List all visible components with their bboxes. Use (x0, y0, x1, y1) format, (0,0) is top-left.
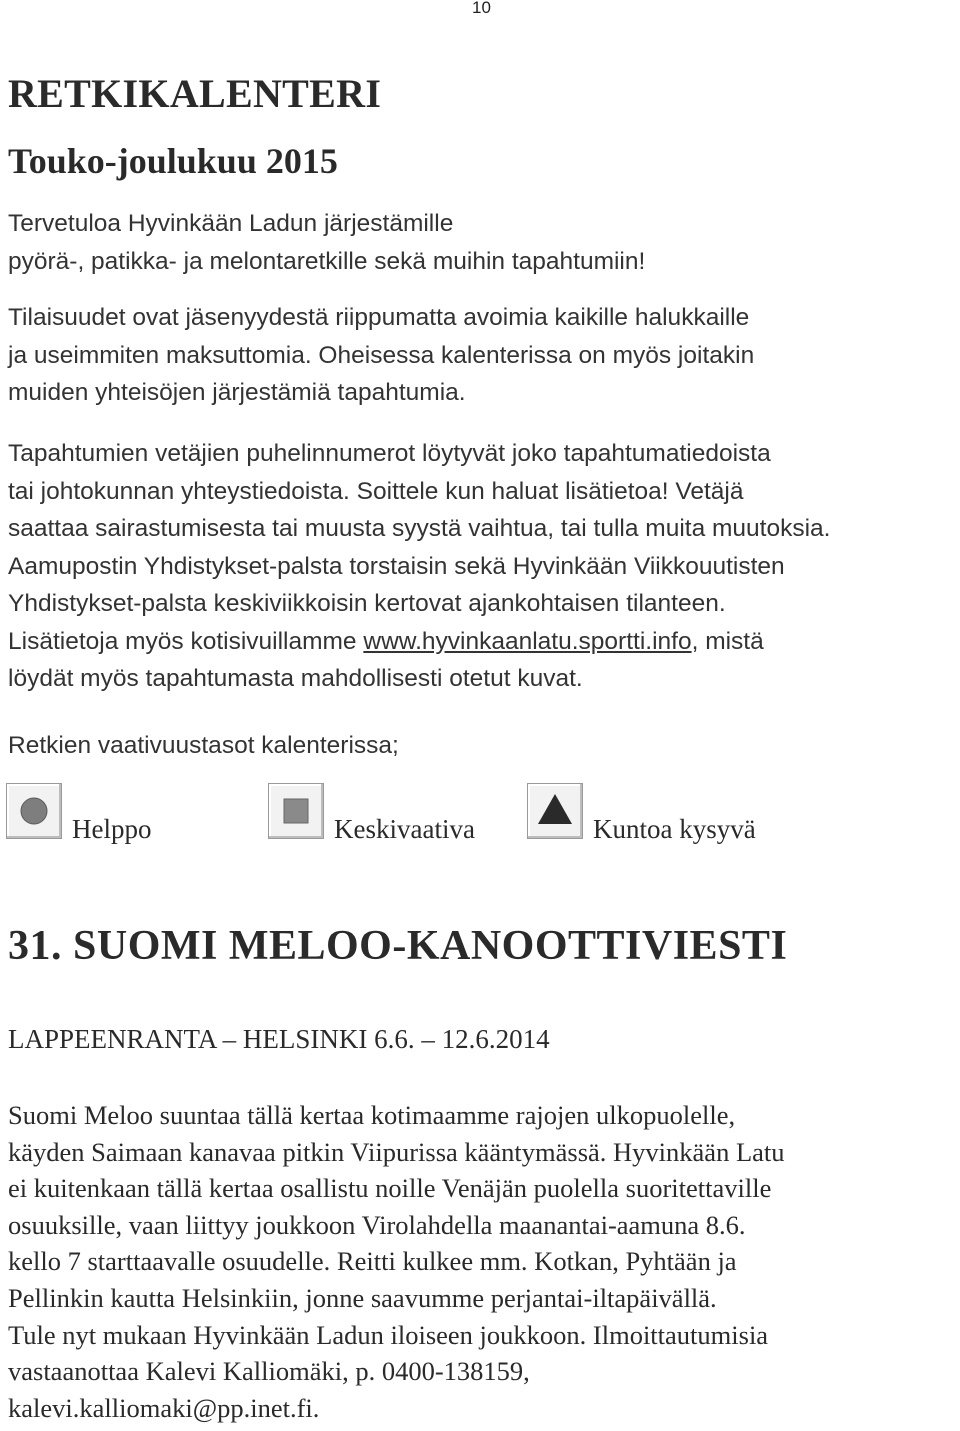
body-line: Tule nyt mukaan Hyvinkään Ladun iloiseen joukkoon. Ilmoittautumisia (8, 1319, 769, 1350)
website-line (8, 623, 960, 661)
square-icon (268, 783, 324, 839)
circle-icon (6, 783, 62, 839)
body-line: käyden Saimaan kanavaa pitkin Viipurissa kääntymässä. Hyvinkään Latu (8, 1136, 785, 1167)
level-medium (268, 783, 475, 844)
section-title: 31. SUOMI MELOO-KANOOTTIVIESTI (8, 923, 788, 969)
event-description (8, 1097, 958, 1426)
body-line: ei kuitenkaan tällä kertaa osallistu noille Venäjän puolella suoritettaville (8, 1173, 772, 1204)
website-suffix: , mistä (691, 627, 764, 655)
body-line: kello 7 starttaavalle osuudelle. Reitti kulkee mm. Kotkan, Pyhtään ja (8, 1246, 737, 1277)
levels-intro: Retkien vaativuustasot kalenterissa; (8, 732, 399, 759)
level-label: Kuntoa kysyvä (593, 814, 756, 844)
level-hard (527, 783, 756, 844)
intro-line: ja useimmiten maksuttomia. Oheisessa kalenterissa on myös joitakin (8, 341, 755, 369)
intro-paragraph (8, 299, 960, 412)
info-line: Yhdistykset-palsta keskiviikkoisin kertovat ajankohtaisen tilanteen. (8, 590, 726, 617)
page-number: 10 (472, 0, 491, 17)
level-label: Helppo (72, 814, 152, 844)
info-line: tai johtokunnan yhteystiedoista. Soittele kun haluat lisätietoa! Vetäjä (8, 477, 744, 505)
info-paragraph (8, 435, 960, 698)
welcome-line: pyörä-, patikka- ja melontaretkille sekä muihin tapahtumiin! (8, 247, 646, 275)
body-line: Suomi Meloo suuntaa tällä kertaa kotimaamme rajojen ulkopuolelle, (8, 1100, 736, 1130)
body-line: osuuksille, vaan liittyy joukkoon Virolahdella maanantai-aamuna 8.6. (8, 1209, 746, 1240)
body-line: Pellinkin kautta Helsinkiin, jonne saavumme perjantai-iltapäivällä. (8, 1282, 717, 1313)
level-easy (6, 783, 152, 844)
info-line: saattaa sairastumisesta tai muusta syystä vaihtua, tai tulla muita muutoksia. (8, 515, 831, 542)
welcome-paragraph (8, 205, 953, 280)
contact-email[interactable]: kalevi.kalliomaki@pp.inet.fi. (8, 1392, 320, 1423)
difficulty-legend (6, 783, 906, 853)
intro-line: Tilaisuudet ovat jäsenyydestä riippumatta avoimia kaikille halukkaille (8, 304, 750, 331)
page-subtitle: Touko-joulukuu 2015 (8, 141, 338, 181)
page-title: RETKIKALENTERI (8, 71, 382, 116)
website-link[interactable]: www.hyvinkaanlatu.sportti.info (363, 627, 692, 655)
triangle-icon (527, 783, 583, 839)
info-line: löydät myös tapahtumasta mahdollisesti otetut kuvat. (8, 665, 583, 692)
welcome-line: Tervetuloa Hyvinkään Ladun järjestämille (8, 210, 454, 237)
info-line: Aamupostin Yhdistykset-palsta torstaisin sekä Hyvinkään Viikkouutisten (8, 552, 785, 580)
body-line: vastaanottaa Kalevi Kalliomäki, p. 0400-138159, (8, 1356, 530, 1387)
website-prefix: Lisätietoja myös kotisivuillamme (8, 627, 364, 655)
level-label: Keskivaativa (334, 814, 475, 844)
route-heading: LAPPEENRANTA – HELSINKI 6.6. – 12.6.2014 (8, 1024, 550, 1054)
intro-line: muiden yhteisöjen järjestämiä tapahtumia. (8, 379, 466, 406)
info-line: Tapahtumien vetäjien puhelinnumerot löytyvät joko tapahtumatiedoista (8, 440, 771, 467)
